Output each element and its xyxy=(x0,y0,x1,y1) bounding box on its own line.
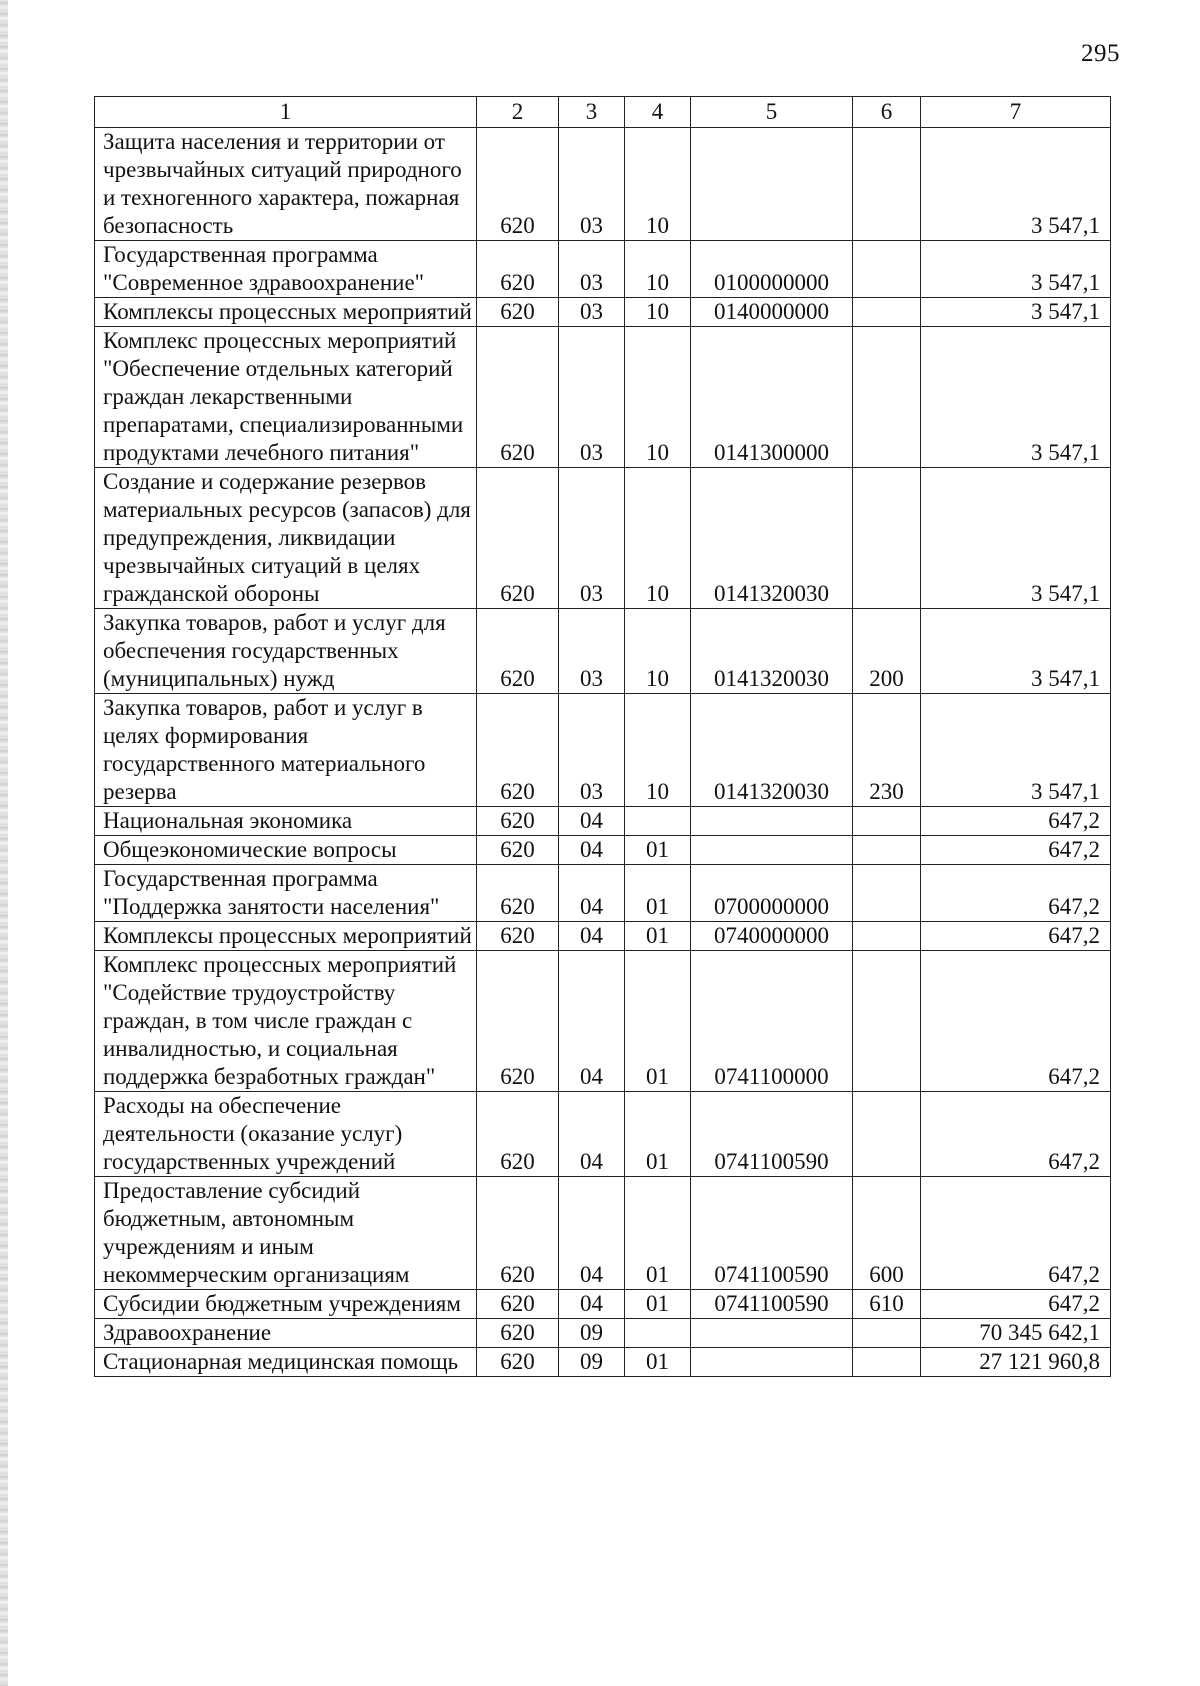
col2-cell: 620 xyxy=(477,1319,559,1348)
col3-cell: 04 xyxy=(559,1177,625,1290)
table-row xyxy=(95,609,1111,694)
col3-cell: 09 xyxy=(559,1319,625,1348)
row-name-cell: Стационарная медицинская помощь xyxy=(95,1348,477,1377)
column-header: 5 xyxy=(691,97,853,128)
col4-cell: 10 xyxy=(625,241,691,298)
table-row xyxy=(95,951,1111,1092)
amount-cell: 3 547,1 xyxy=(921,241,1111,298)
col4-cell: 01 xyxy=(625,836,691,865)
col6-cell xyxy=(853,1319,921,1348)
col6-cell xyxy=(853,241,921,298)
col2-cell: 620 xyxy=(477,468,559,609)
col5-cell: 0140000000 xyxy=(691,298,853,327)
col5-cell: 0141320030 xyxy=(691,609,853,694)
col5-cell xyxy=(691,807,853,836)
col5-cell: 0740000000 xyxy=(691,922,853,951)
col3-cell: 04 xyxy=(559,836,625,865)
col6-cell xyxy=(853,1348,921,1377)
col6-cell: 610 xyxy=(853,1290,921,1319)
amount-cell: 27 121 960,8 xyxy=(921,1348,1111,1377)
col3-cell: 03 xyxy=(559,298,625,327)
amount-cell: 647,2 xyxy=(921,865,1111,922)
col2-cell: 620 xyxy=(477,1092,559,1177)
col5-cell: 0141320030 xyxy=(691,468,853,609)
col4-cell: 10 xyxy=(625,327,691,468)
col3-cell: 04 xyxy=(559,951,625,1092)
col6-cell xyxy=(853,951,921,1092)
col6-cell xyxy=(853,1092,921,1177)
col5-cell xyxy=(691,128,853,241)
col5-cell xyxy=(691,1348,853,1377)
budget-table xyxy=(94,96,1111,1377)
col5-cell: 0741100590 xyxy=(691,1177,853,1290)
amount-cell: 647,2 xyxy=(921,1092,1111,1177)
table-row xyxy=(95,1348,1111,1377)
row-name-cell: Закупка товаров, работ и услуг для обеспечения государственных (муниципальных) нужд xyxy=(95,609,477,694)
row-name-cell: Защита населения и территории от чрезвычайных ситуаций природного и техногенного характера, пожарная безопасность xyxy=(95,128,477,241)
table-row xyxy=(95,865,1111,922)
col5-cell: 0700000000 xyxy=(691,865,853,922)
col2-cell: 620 xyxy=(477,951,559,1092)
col2-cell: 620 xyxy=(477,1177,559,1290)
col3-cell: 04 xyxy=(559,865,625,922)
col3-cell: 03 xyxy=(559,609,625,694)
amount-cell: 647,2 xyxy=(921,1290,1111,1319)
col4-cell: 01 xyxy=(625,1348,691,1377)
amount-cell: 647,2 xyxy=(921,836,1111,865)
col3-cell: 03 xyxy=(559,468,625,609)
table-body xyxy=(95,128,1111,1377)
row-name-cell: Национальная экономика xyxy=(95,807,477,836)
col2-cell: 620 xyxy=(477,1348,559,1377)
row-name-cell: Расходы на обеспечение деятельности (оказание услуг) государственных учреждений xyxy=(95,1092,477,1177)
col4-cell: 01 xyxy=(625,865,691,922)
col3-cell: 03 xyxy=(559,241,625,298)
column-header: 6 xyxy=(853,97,921,128)
col2-cell: 620 xyxy=(477,694,559,807)
row-name-cell: Предоставление субсидий бюджетным, автономным учреждениям и иным некоммерческим организациям xyxy=(95,1177,477,1290)
table-row xyxy=(95,298,1111,327)
col5-cell: 0100000000 xyxy=(691,241,853,298)
col5-cell: 0141300000 xyxy=(691,327,853,468)
row-name-cell: Субсидии бюджетным учреждениям xyxy=(95,1290,477,1319)
col5-cell: 0741100590 xyxy=(691,1092,853,1177)
col5-cell: 0141320030 xyxy=(691,694,853,807)
row-name-cell: Комплекс процессных мероприятий "Содействие трудоустройству граждан, в том числе граждан с инвалидностью, и социальная поддержка безработных граждан" xyxy=(95,951,477,1092)
table-row xyxy=(95,128,1111,241)
col3-cell: 04 xyxy=(559,922,625,951)
table-row xyxy=(95,468,1111,609)
col4-cell xyxy=(625,1319,691,1348)
amount-cell: 70 345 642,1 xyxy=(921,1319,1111,1348)
col4-cell: 10 xyxy=(625,468,691,609)
table-row xyxy=(95,922,1111,951)
col4-cell: 10 xyxy=(625,694,691,807)
row-name-cell: Закупка товаров, работ и услуг в целях формирования государственного материального резерва xyxy=(95,694,477,807)
col6-cell xyxy=(853,327,921,468)
col2-cell: 620 xyxy=(477,128,559,241)
col6-cell: 200 xyxy=(853,609,921,694)
col4-cell: 01 xyxy=(625,1092,691,1177)
col4-cell: 01 xyxy=(625,951,691,1092)
row-name-cell: Комплекс процессных мероприятий "Обеспечение отдельных категорий граждан лекарственными препаратами, специализированными продуктами лечебного питания" xyxy=(95,327,477,468)
table-row xyxy=(95,1319,1111,1348)
table-row xyxy=(95,327,1111,468)
col3-cell: 09 xyxy=(559,1348,625,1377)
col6-cell xyxy=(853,865,921,922)
column-header: 2 xyxy=(477,97,559,128)
col6-cell xyxy=(853,922,921,951)
page-number: 295 xyxy=(1081,40,1120,67)
row-name-cell: Государственная программа "Поддержка занятости населения" xyxy=(95,865,477,922)
column-header: 3 xyxy=(559,97,625,128)
col2-cell: 620 xyxy=(477,922,559,951)
col6-cell xyxy=(853,298,921,327)
col5-cell xyxy=(691,836,853,865)
row-name-cell: Комплексы процессных мероприятий xyxy=(95,922,477,951)
col3-cell: 04 xyxy=(559,807,625,836)
row-name-cell: Комплексы процессных мероприятий xyxy=(95,298,477,327)
col2-cell: 620 xyxy=(477,241,559,298)
col2-cell: 620 xyxy=(477,298,559,327)
col3-cell: 04 xyxy=(559,1092,625,1177)
col4-cell: 01 xyxy=(625,922,691,951)
column-header: 7 xyxy=(921,97,1111,128)
table-row xyxy=(95,694,1111,807)
column-header: 1 xyxy=(95,97,477,128)
col5-cell: 0741100000 xyxy=(691,951,853,1092)
col4-cell: 10 xyxy=(625,609,691,694)
amount-cell: 3 547,1 xyxy=(921,298,1111,327)
header-row xyxy=(95,97,1111,128)
col5-cell xyxy=(691,1319,853,1348)
amount-cell: 3 547,1 xyxy=(921,694,1111,807)
col4-cell: 10 xyxy=(625,128,691,241)
row-name-cell: Создание и содержание резервов материальных ресурсов (запасов) для предупреждения, ликвидации чрезвычайных ситуаций в целях гражданской обороны xyxy=(95,468,477,609)
amount-cell: 3 547,1 xyxy=(921,327,1111,468)
row-name-cell: Государственная программа "Современное здравоохранение" xyxy=(95,241,477,298)
col2-cell: 620 xyxy=(477,609,559,694)
col4-cell xyxy=(625,807,691,836)
col4-cell: 10 xyxy=(625,298,691,327)
row-name-cell: Общеэкономические вопросы xyxy=(95,836,477,865)
col2-cell: 620 xyxy=(477,865,559,922)
scan-edge xyxy=(0,0,8,1686)
col4-cell: 01 xyxy=(625,1290,691,1319)
table-row xyxy=(95,1177,1111,1290)
col3-cell: 03 xyxy=(559,694,625,807)
amount-cell: 647,2 xyxy=(921,807,1111,836)
col3-cell: 03 xyxy=(559,128,625,241)
col2-cell: 620 xyxy=(477,1290,559,1319)
table-row xyxy=(95,1290,1111,1319)
amount-cell: 647,2 xyxy=(921,922,1111,951)
col6-cell: 600 xyxy=(853,1177,921,1290)
amount-cell: 3 547,1 xyxy=(921,609,1111,694)
col3-cell: 03 xyxy=(559,327,625,468)
col6-cell xyxy=(853,807,921,836)
col6-cell xyxy=(853,468,921,609)
row-name-cell: Здравоохранение xyxy=(95,1319,477,1348)
amount-cell: 647,2 xyxy=(921,951,1111,1092)
col3-cell: 04 xyxy=(559,1290,625,1319)
table-row xyxy=(95,241,1111,298)
table-row xyxy=(95,1092,1111,1177)
col4-cell: 01 xyxy=(625,1177,691,1290)
table-row xyxy=(95,807,1111,836)
col2-cell: 620 xyxy=(477,327,559,468)
col2-cell: 620 xyxy=(477,836,559,865)
col6-cell xyxy=(853,128,921,241)
col5-cell: 0741100590 xyxy=(691,1290,853,1319)
amount-cell: 647,2 xyxy=(921,1177,1111,1290)
col6-cell: 230 xyxy=(853,694,921,807)
amount-cell: 3 547,1 xyxy=(921,128,1111,241)
column-header: 4 xyxy=(625,97,691,128)
col2-cell: 620 xyxy=(477,807,559,836)
amount-cell: 3 547,1 xyxy=(921,468,1111,609)
table-row xyxy=(95,836,1111,865)
col6-cell xyxy=(853,836,921,865)
